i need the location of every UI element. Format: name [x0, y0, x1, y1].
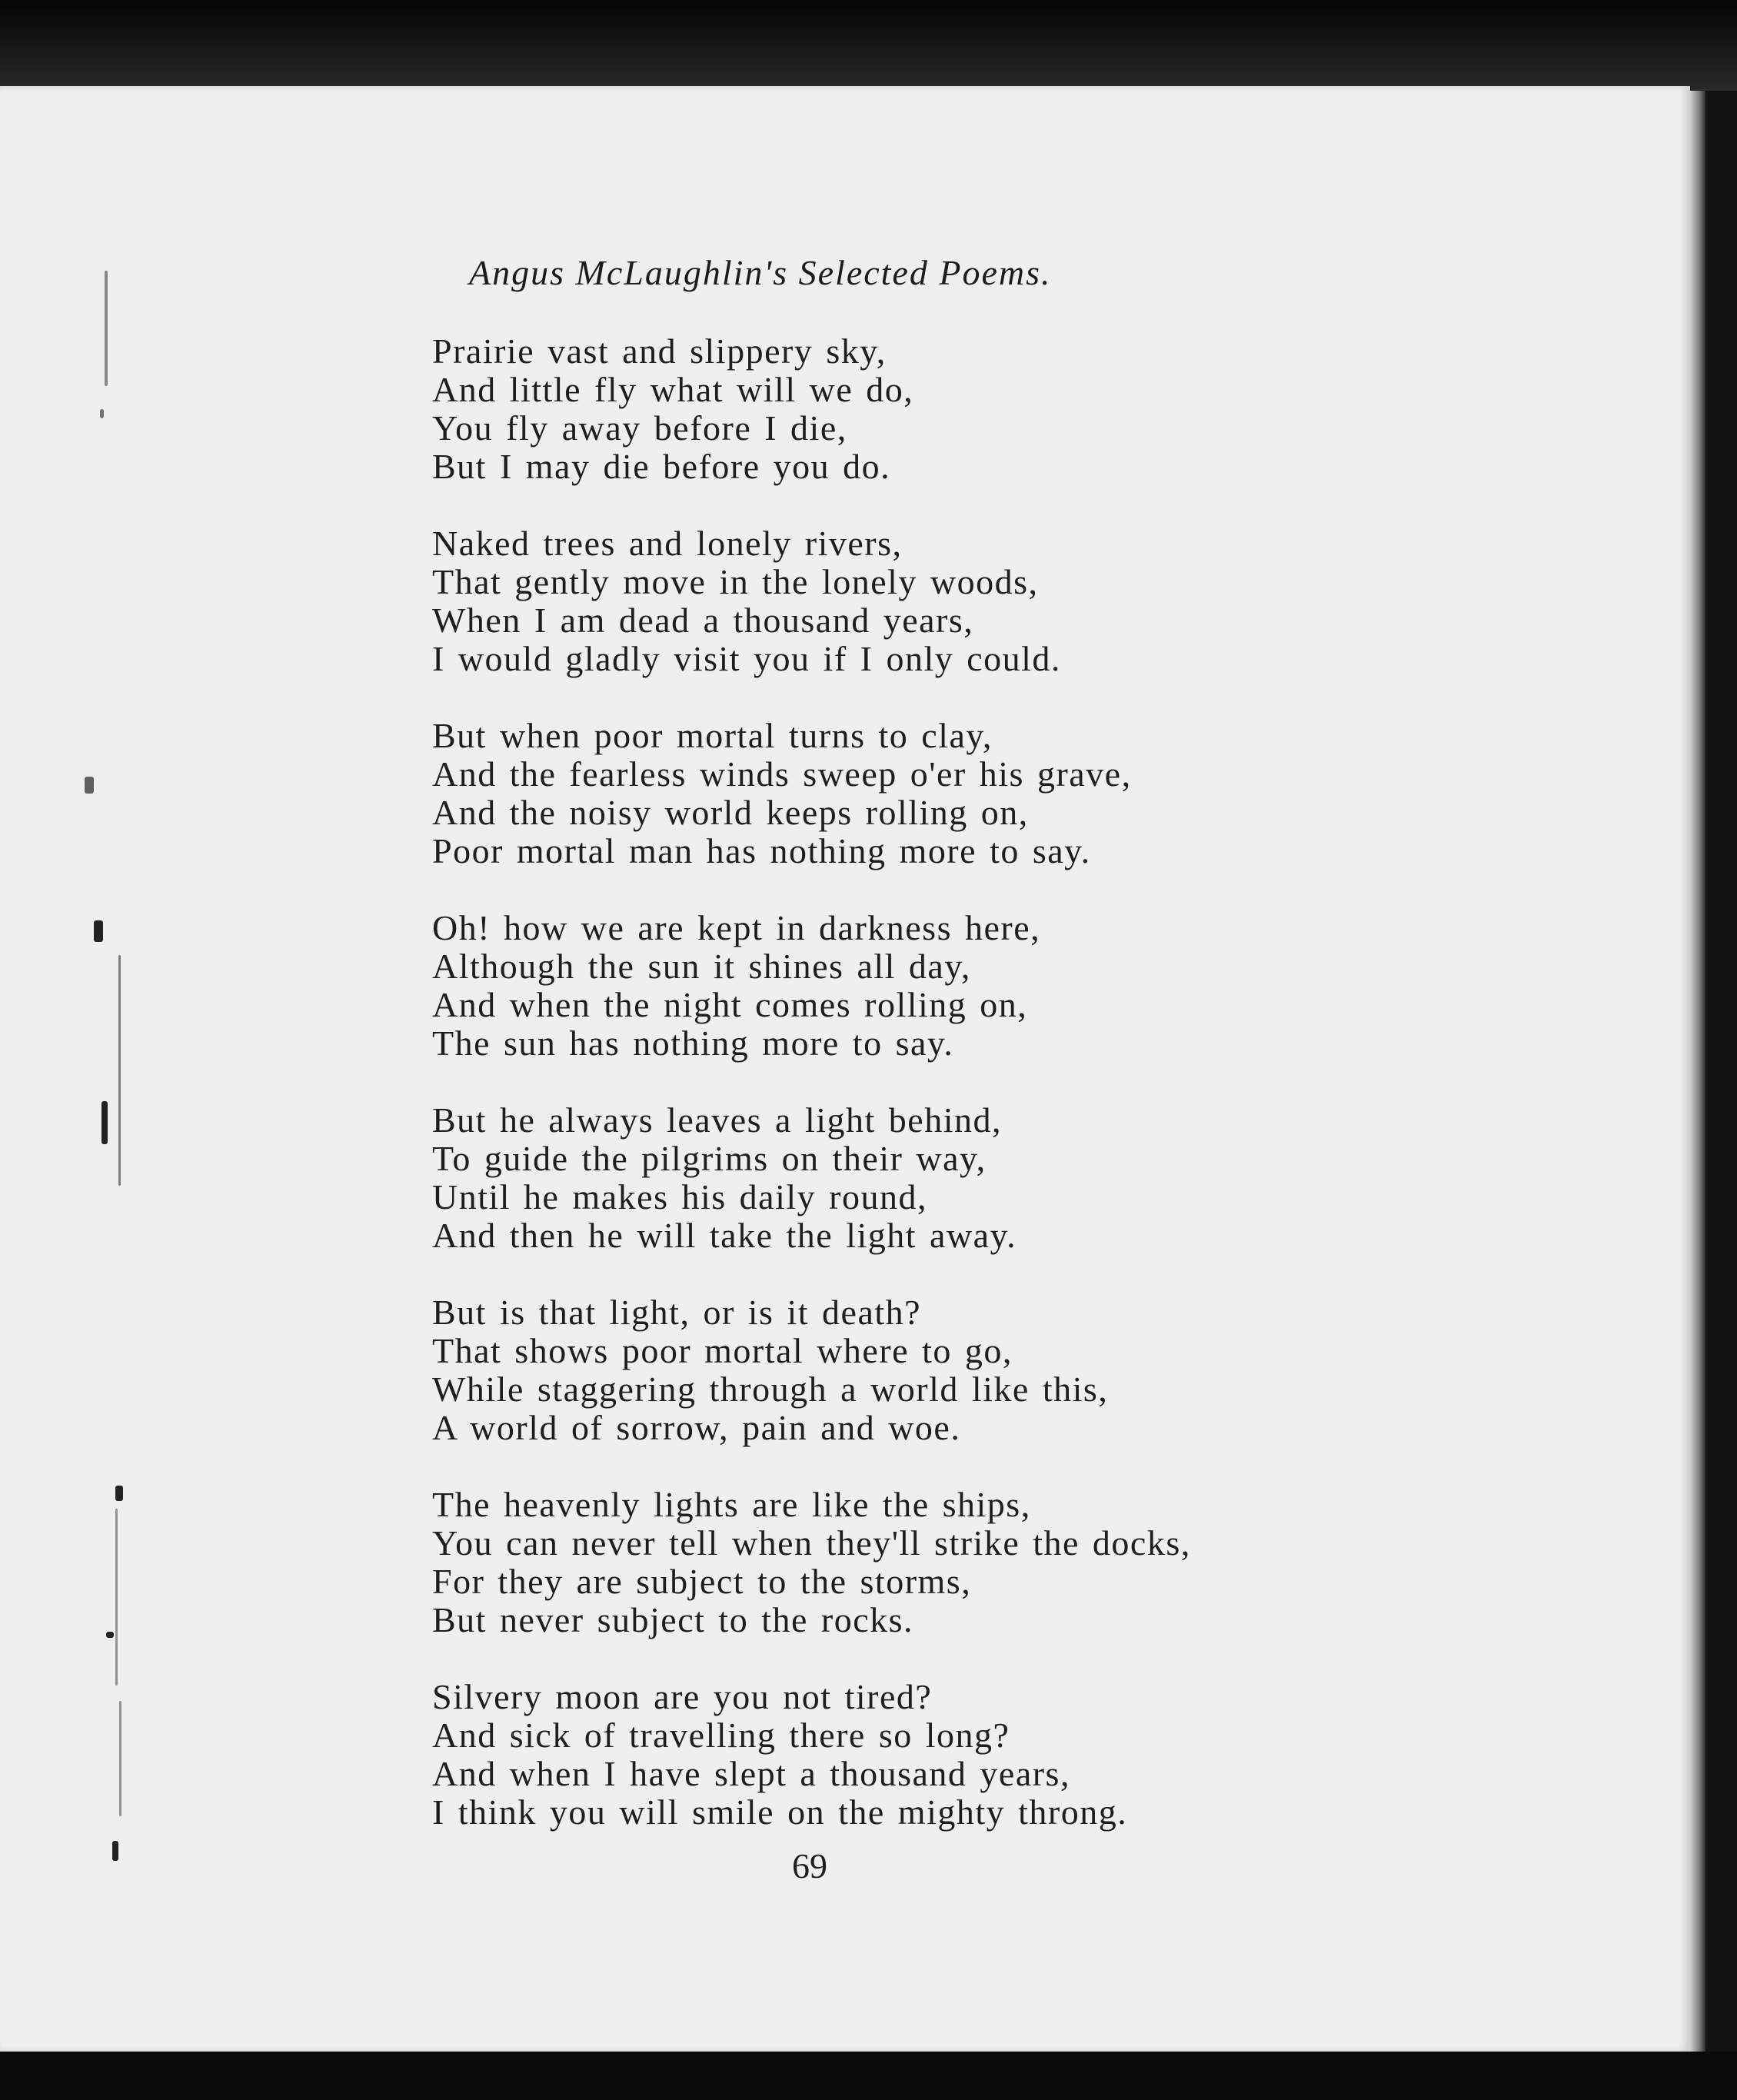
- margin-mark: [101, 1101, 108, 1144]
- page-number: 69: [792, 1846, 827, 1885]
- margin-mark: [106, 1632, 114, 1638]
- stanza: [432, 1678, 1662, 1832]
- stanza: [432, 1293, 1662, 1447]
- poem-line: And sick of travelling there so long?: [432, 1716, 1010, 1755]
- margin-mark: [115, 1486, 123, 1501]
- poem-line: You fly away before I die,: [432, 408, 847, 448]
- poem-line: That gently move in the lonely woods,: [432, 562, 1039, 601]
- poem-line: And the noisy world keeps rolling on,: [432, 793, 1029, 832]
- poem-line: And little fly what will we do,: [432, 370, 914, 409]
- margin-mark: [94, 920, 103, 942]
- margin-mark: [100, 409, 104, 418]
- poem-line: Prairie vast and slippery sky,: [432, 331, 887, 371]
- poem-line: When I am dead a thousand years,: [432, 601, 974, 640]
- stanza: [432, 524, 1662, 678]
- poem-line: But I may die before you do.: [432, 447, 891, 486]
- margin-mark: [105, 271, 108, 386]
- poem-line: While staggering through a world like this,: [432, 1369, 1109, 1409]
- running-header: Angus McLaughlin's Selected Poems.: [469, 253, 1052, 292]
- scan-top-shadow: [0, 0, 1737, 91]
- poem-line: Poor mortal man has nothing more to say.: [432, 831, 1091, 870]
- stanza: [432, 717, 1662, 870]
- poem-line: That shows poor mortal where to go,: [432, 1331, 1013, 1370]
- poem-line: Oh! how we are kept in darkness here,: [432, 908, 1041, 947]
- stanza: [432, 1486, 1662, 1639]
- poem-line: To guide the pilgrims on their way,: [432, 1139, 987, 1178]
- poem-line: The sun has nothing more to say.: [432, 1023, 954, 1063]
- poem-line: Silvery moon are you not tired?: [432, 1677, 933, 1716]
- margin-mark: [118, 955, 121, 1186]
- poem-line: But when poor mortal turns to clay,: [432, 716, 993, 755]
- poem-line: But he always leaves a light behind,: [432, 1100, 1003, 1140]
- margin-mark: [119, 1701, 121, 1816]
- poem-line: But never subject to the rocks.: [432, 1600, 914, 1639]
- poem-line: But is that light, or is it death?: [432, 1293, 922, 1332]
- poem-line: And then he will take the light away.: [432, 1216, 1017, 1255]
- stanza: [432, 909, 1662, 1063]
- poem-line: The heavenly lights are like the ships,: [432, 1485, 1031, 1524]
- poem-line: And when the night comes rolling on,: [432, 985, 1028, 1024]
- margin-mark: [85, 777, 94, 794]
- poem-line: And when I have slept a thousand years,: [432, 1754, 1070, 1793]
- page-edge: [1690, 91, 1705, 2053]
- poem-line: And the fearless winds sweep o'er his grave,: [432, 754, 1132, 794]
- stanza: [432, 1101, 1662, 1255]
- poem-line: Naked trees and lonely rivers,: [432, 524, 903, 563]
- poem-line: Although the sun it shines all day,: [432, 947, 971, 986]
- poem-body: [432, 332, 1662, 1870]
- poem-line: I would gladly visit you if I only could.: [432, 639, 1061, 678]
- margin-mark: [115, 1509, 118, 1686]
- poem-line: Until he makes his daily round,: [432, 1177, 927, 1216]
- poem-line: For they are subject to the storms,: [432, 1562, 972, 1601]
- stanza: [432, 332, 1662, 486]
- poem-line: I think you will smile on the mighty throng.: [432, 1792, 1128, 1832]
- margin-mark: [112, 1841, 118, 1861]
- scan-bottom-shadow: [0, 2052, 1737, 2100]
- poem-line: A world of sorrow, pain and woe.: [432, 1408, 961, 1447]
- poem-line: You can never tell when they'll strike the docks,: [432, 1523, 1191, 1563]
